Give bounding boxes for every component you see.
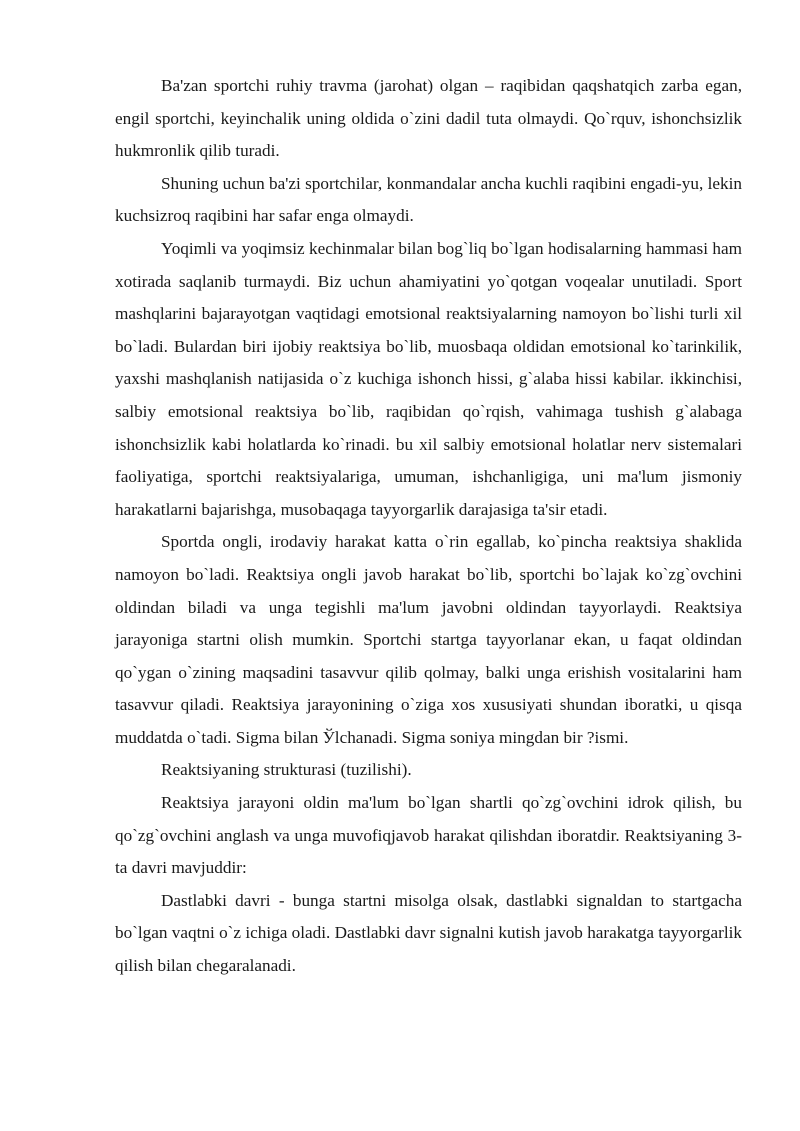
- paragraph-4: Sportda ongli, irodaviy harakat katta o`rin egallab, ko`pincha reaktsiya shaklida namoyon bo`ladi. Reaktsiya ongli javob harakat bo`lib, sportchi bo`lajak ko`zg`ovchini oldindan biladi va unga tegishli ma'lum javobni oldindan tayyorlaydi. Reaktsiya jarayoniga startni olish mumkin. Sportchi startga tayyorlanar ekan, u faqat oldindan qo`ygan o`zining maqsadini tasavvur qilib qolmay, balki unga erishish vositalarini ham tasavvur qiladi. Reaktsiya jarayonining o`ziga xos xususiyati shundan iboratki, u qisqa muddatda o`tadi. Sigma bilan Ўlchanadi. Sigma soniya mingdan bir ?ismi.: [115, 532, 742, 747]
- paragraph-5-heading: Reaktsiyaning strukturasi (tuzilishi).: [161, 760, 412, 780]
- paragraph-6: Reaktsiya jarayoni oldin ma'lum bo`lgan shartli qo`zg`ovchini idrok qilish, bu qo`zg`ovchini anglash va unga muvofiqjavob harakat qilishdan iboratdir. Reaktsiyaning 3-ta davri mavjuddir:: [115, 793, 742, 878]
- paragraph-7: Dastlabki davri - bunga startni misolga olsak, dastlabki signaldan to startgacha bo`lgan vaqtni o`z ichiga oladi. Dastlabki davr signalni kutish javob harakatga tayyorgarlik qilish bilan chegaralanadi.: [115, 890, 742, 976]
- document-page: [115, 70, 742, 983]
- paragraph-3: Yoqimli va yoqimsiz kechinmalar bilan bog`liq bo`lgan hodisalarning hammasi ham xotirada saqlanib turmaydi. Biz uchun ahamiyatini yo`qotgan voqealar unutiladi. Sport mashqlarini bajarayotgan vaqtidagi emotsional reaktsiyalarning namoyon bo`lishi turli xil bo`ladi. Bulardan biri ijobiy reaktsiya bo`lib, muosbaqa oldidan emotsional ko`tarinkilik, yaxshi mashqlanish natijasida o`z kuchiga ishonch hissi, g`alaba hissi kabilar. ikkinchisi, salbiy emotsional reaktsiya bo`lib, raqibidan qo`rqish, vahimaga tushish g`alabaga ishonchsizlik kabi holatlarda ko`rinadi. bu xil salbiy emotsional holatlar nerv sistemalari faoliyatiga, sportchi reaktsiyalariga, umuman, ishchanligiga, uni ma'lum jismoniy harakatlarni bajarishga, musobaqaga tayyorgarlik darajasiga ta'sir etadi.: [115, 238, 742, 519]
- paragraph-1: Ba'zan sportchi ruhiy travma (jarohat) olgan – raqibidan qaqshatqich zarba egan, engil sportchi, keyinchalik uning oldida o`zini dadil tuta olmaydi. Qo`rquv, ishonchsizlik hukmronlik qilib turadi.: [115, 76, 742, 161]
- paragraph-2: Shuning uchun ba'zi sportchilar, konmandalar ancha kuchli raqibini engadi-yu, lekin kuchsizroq raqibini har safar enga olmaydi.: [115, 173, 742, 226]
